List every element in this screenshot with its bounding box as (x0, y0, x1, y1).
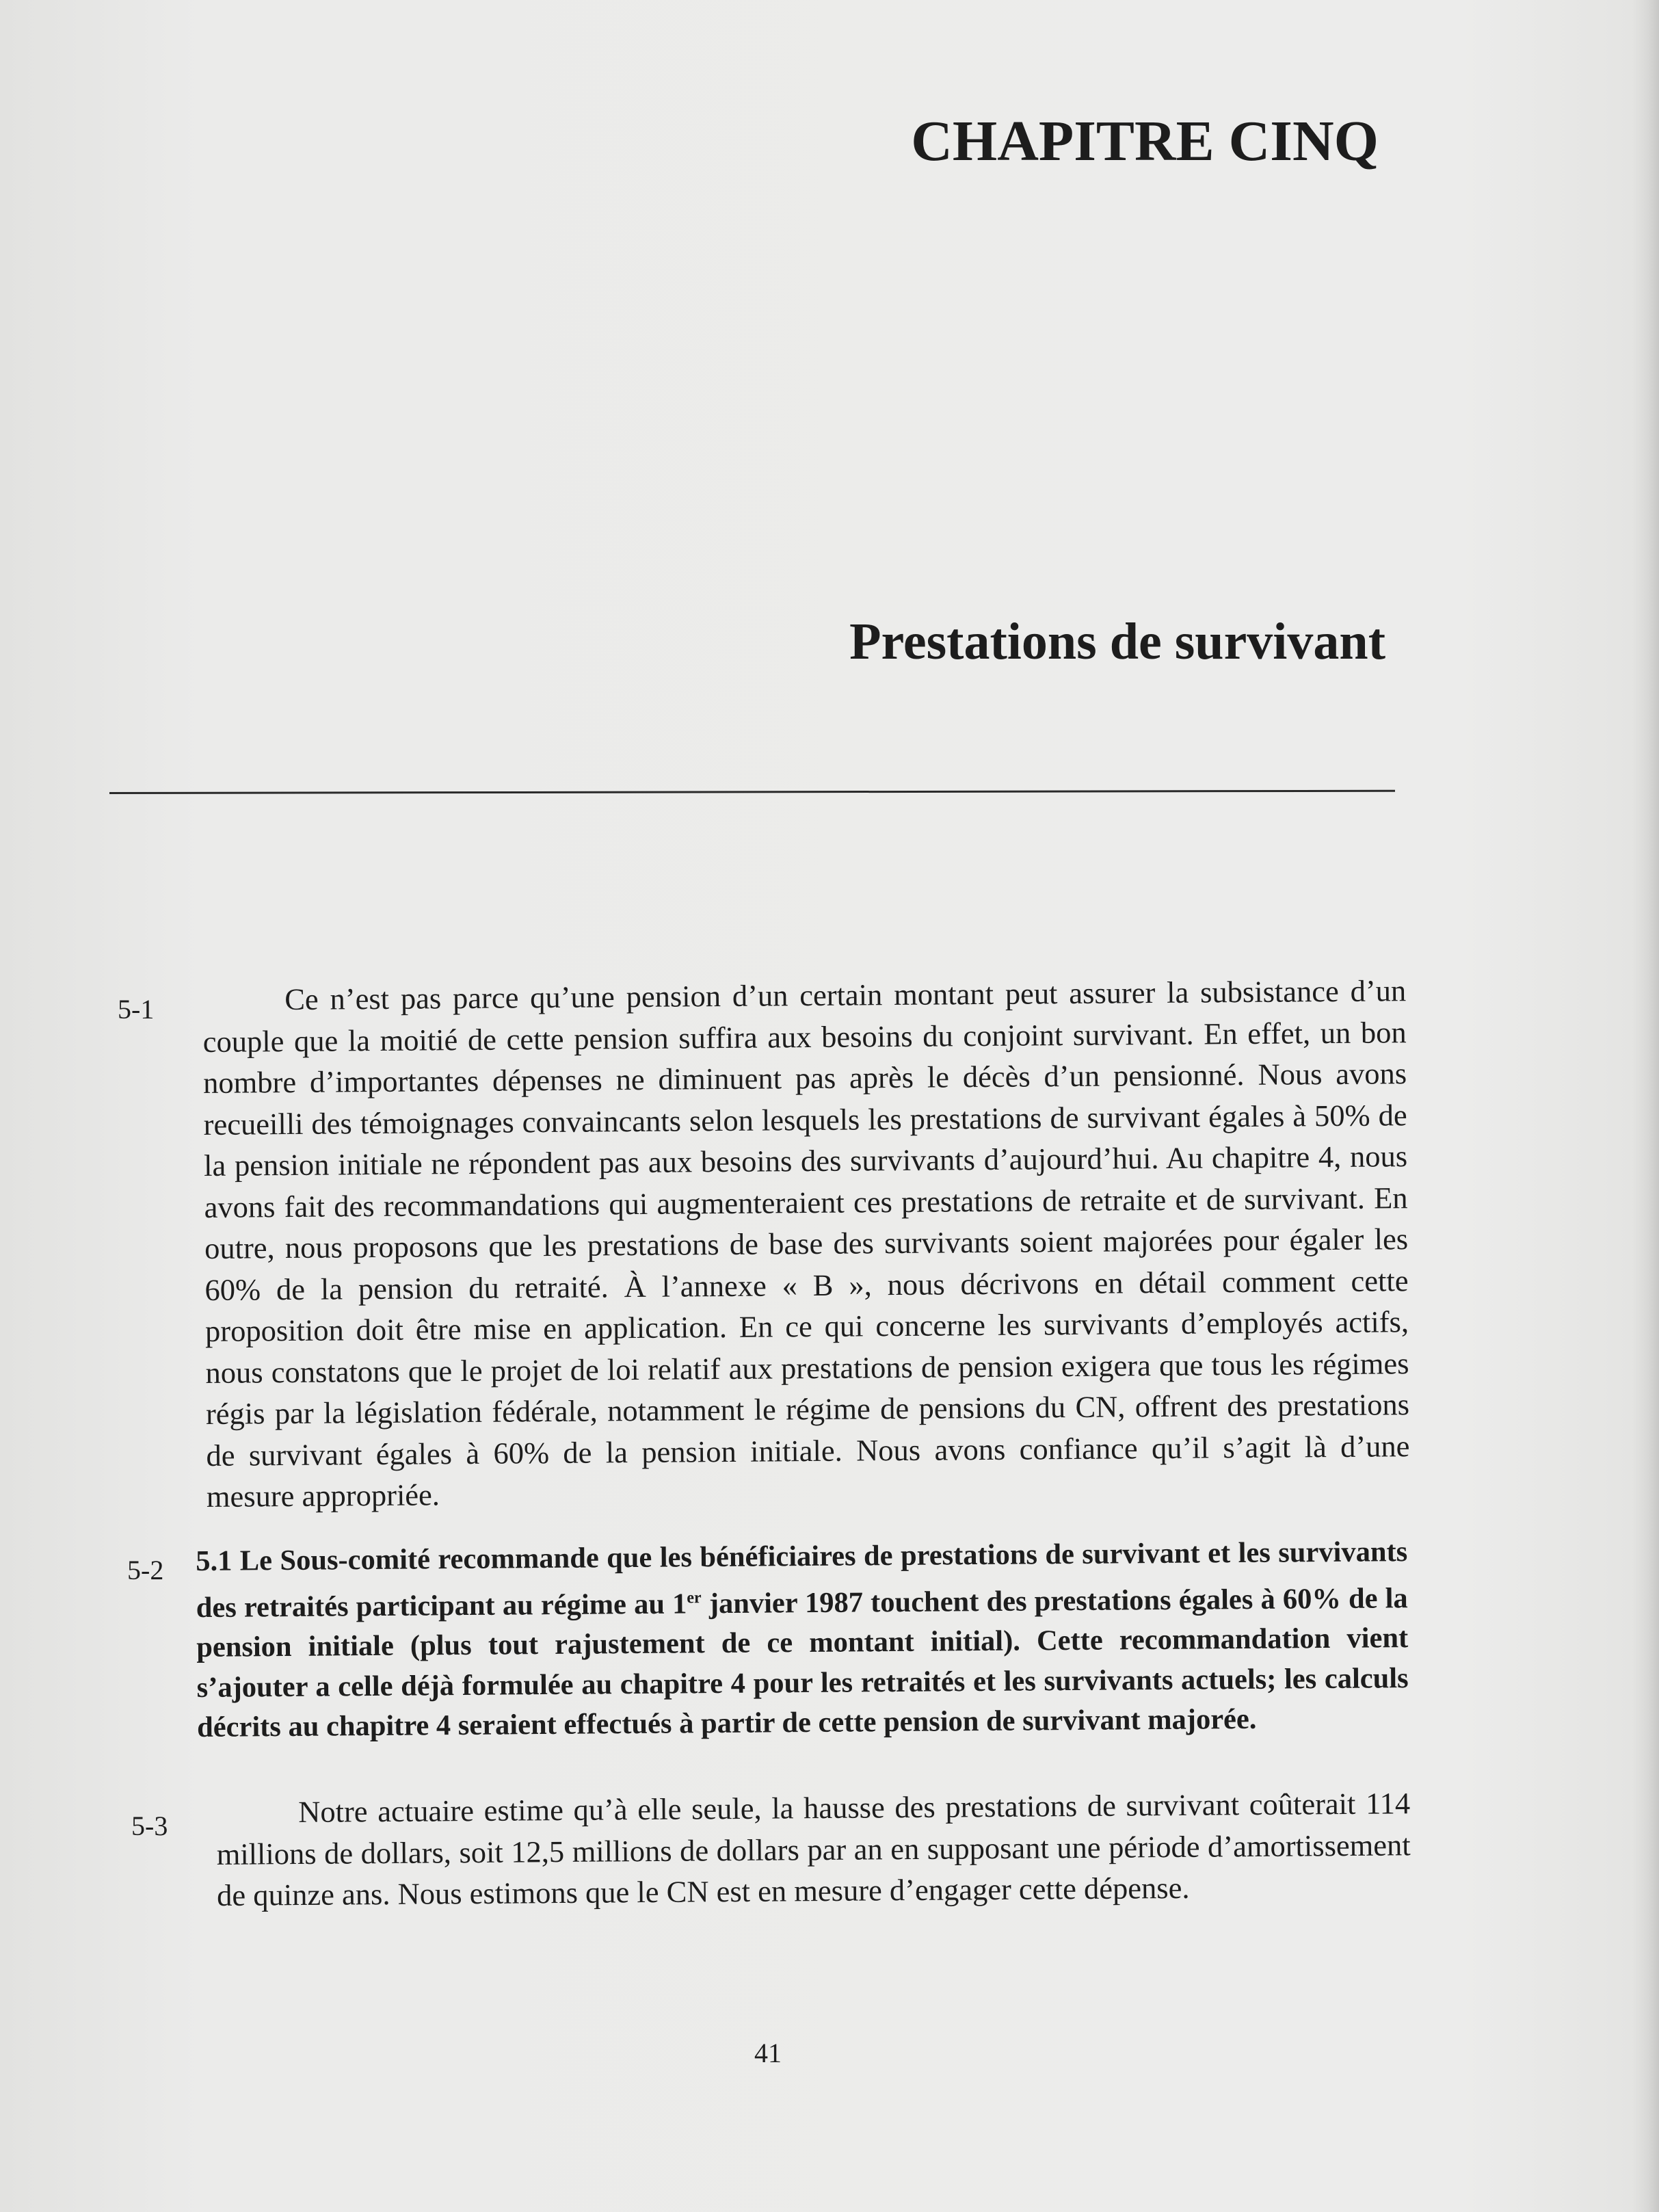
page-number: 41 (754, 2038, 782, 2068)
paragraph-number: 5-3 (131, 1811, 168, 1841)
paragraph-5-3: Notre actuaire estime qu’à elle seule, la hausse des prestations de survivant coûterait 114 millions de dollars, soit 12,5 millions de dollars par an en supposant une période d’amortissement de quinze ans. Nous estimons que le CN est en mesure d’engager cette dépense. (216, 1786, 1411, 1912)
page-edge-shadow (1632, 0, 1659, 2212)
paragraph-number: 5-2 (127, 1555, 164, 1585)
chapter-title: CHAPITRE CINQ (911, 109, 1379, 173)
section-title: Prestations de survivant (849, 613, 1385, 670)
recommendation-5-1 (196, 1532, 1409, 1748)
paragraph-5-1: Ce n’est pas parce qu’une pension d’un certain montant peut assurer la subsistance d’un couple que la moitié de cette pension suffira aux besoins du conjoint survivant. En effet, un bon nombre d’importantes dépenses ne diminuent pas après le décès d’un pensionné. Nous avons recueilli des témoignages convaincants selon lesquels les prestations de survivant égales à 50% de la pension initiale ne répondent pas aux besoins des survivants d’aujourd’hui. Au chapitre 4, nous avons fait des recommandations qui augmenteraient ces prestations de retraite et de survivant. En outre, nous proposons que les prestations de base des survivants soient majorées pour égaler les 60% de la pension du retraité. À l’annexe « B », nous décrivons en détail comment cette proposition doit être mise en application. En ce qui concerne les survivants d’employés actifs, nous constatons que le projet de loi relatif aux prestations de pension exigera que tous les régimes régis par la législation fédérale, notamment le régime de pensions du CN, offrent des prestations de survivant égales à 60% de la pension initiale. Nous avons confiance qu’il s’agit là d’une mesure appropriée. (202, 973, 1410, 1514)
paragraph-number: 5-1 (118, 994, 155, 1025)
ordinal-superscript: er (687, 1588, 702, 1607)
recommendation-text-end: janvier 1987 touchent des prestations égales à 60% de la pension initiale (plus tout rajustement de ce montant initial). Cette recommandation vient s’ajouter a celle déjà formulée au chapitre 4 pour les retraités et les survivants actuels; les calculs décrits au chapitre 4 seraient effectués à partir de cette pension de survivant majorée. (196, 1581, 1409, 1744)
recommendation-text-start: 5.1 Le Sous-comité recommande que les bénéficiaires de prestations de survivant et les survivants des retraités participant au régime au 1 (196, 1536, 1408, 1624)
section-divider (109, 790, 1395, 794)
